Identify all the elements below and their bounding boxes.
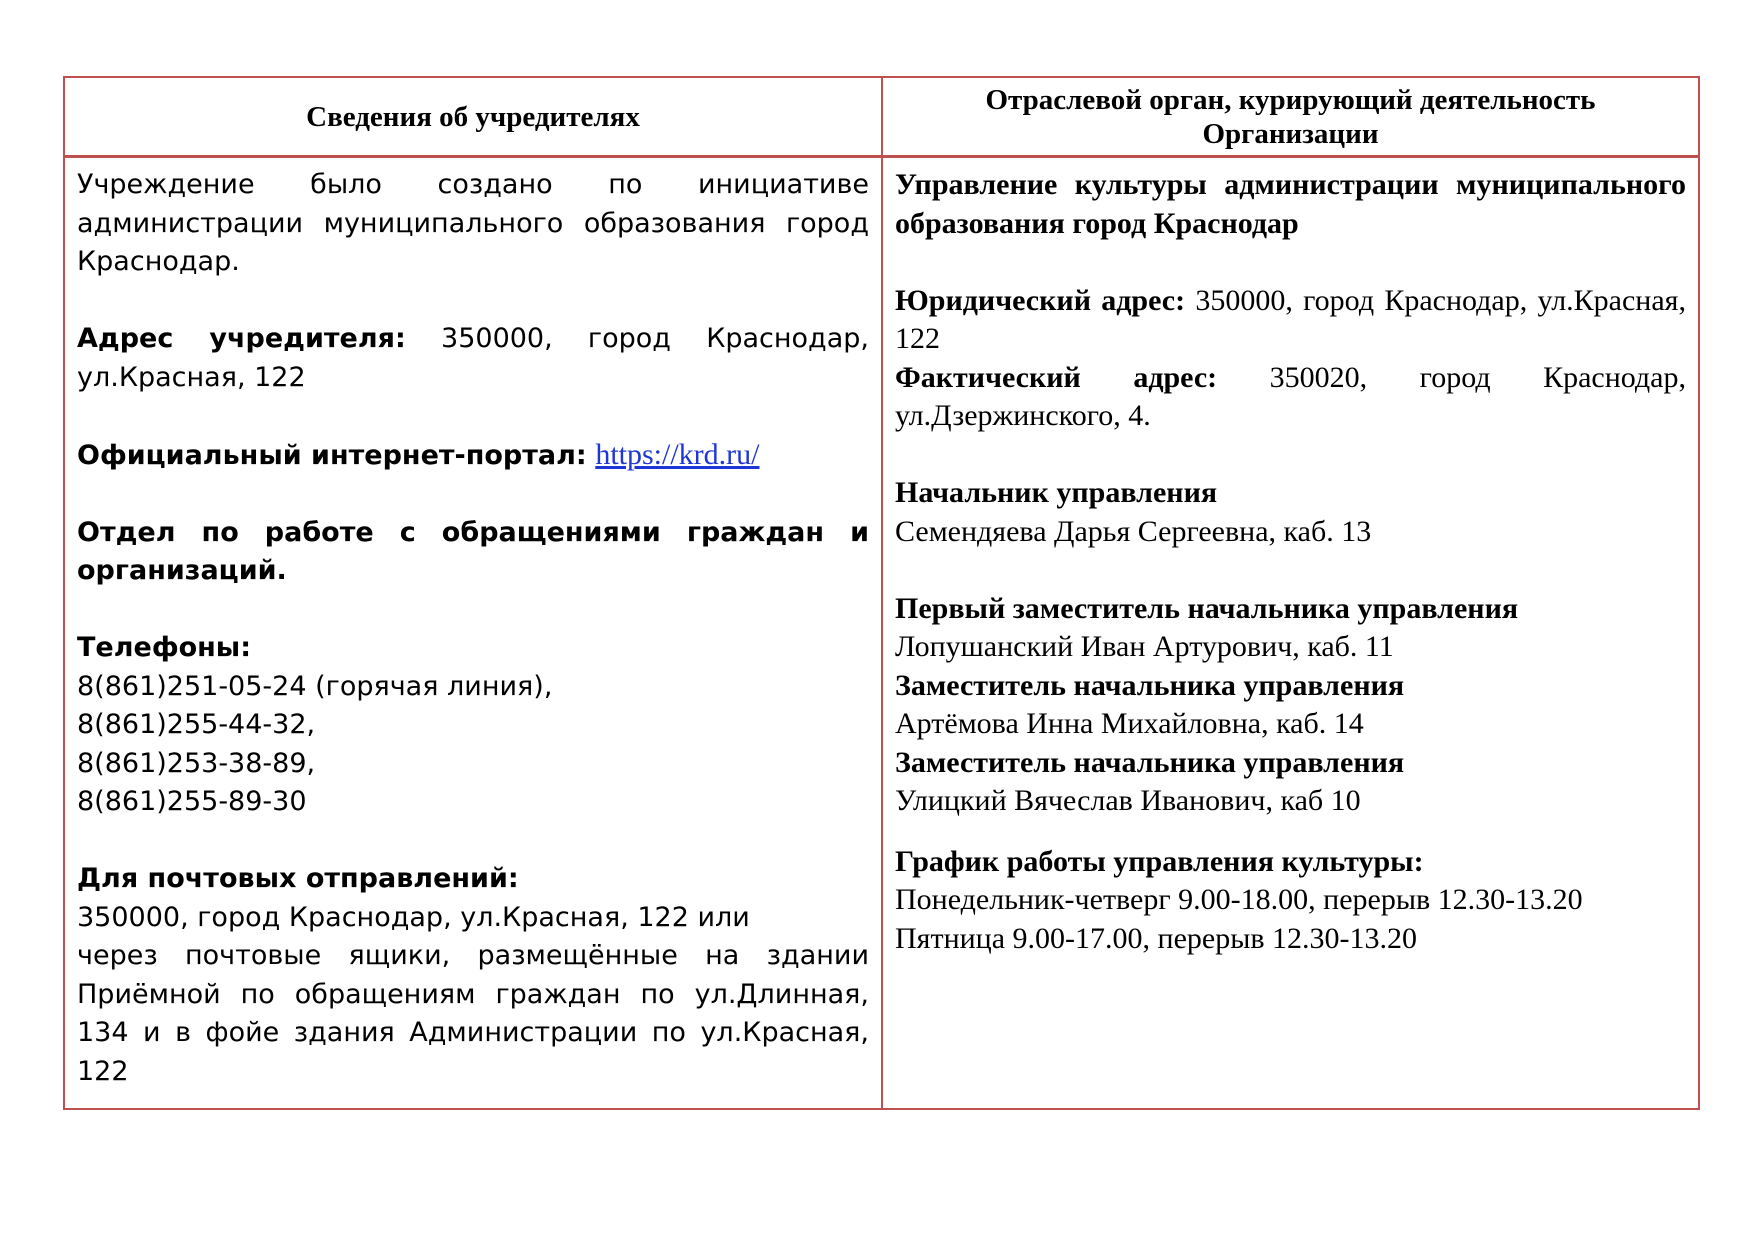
portal-label: Официальный интернет-портал: [77,439,587,471]
deputy-label: Заместитель начальника управления [895,668,1405,702]
actual-address-value: 350020, город Краснодар, ул.Дзержинского, 4. [895,360,1686,432]
deputy-name: Артёмова Инна Михайловна, каб. 14 [895,707,1364,740]
mail-line: 350000, город Краснодар, ул.Красная, 122 или [77,901,750,933]
header-cell-founders [65,78,883,155]
authority-heading: Отраслевой орган, курирующий деятельность Организации [985,83,1596,150]
schedule-label: График работы управления культуры: [895,844,1424,878]
head-name: Семендяева Дарья Сергеевна, каб. 13 [895,514,1372,548]
authority-cell [883,158,1698,1108]
portal-line [77,436,869,476]
founder-address [77,320,869,397]
legal-address-value: 350000, город Краснодар, ул.Красная, 122 [895,283,1686,355]
founders-heading: Сведения об учредителях [306,100,640,133]
phone-line: 8(861)253-38-89, [77,747,316,779]
actual-address [895,359,1686,436]
first-deputy-name: Лопушанский Иван Артурович, каб. 11 [895,630,1394,663]
schedule-line: Понедельник-четверг 9.00-18.00, перерыв 12.30-13.20 [895,883,1583,916]
legal-address [895,282,1686,359]
head-label: Начальник управления [895,476,1218,509]
legal-address-label: Юридический адрес: [895,283,1186,317]
actual-address-label: Фактический адрес: [895,360,1218,394]
org-name: Управление культуры администрации муниципального образования город Краснодар [895,168,1686,240]
phone-line: 8(861)255-89-30 [77,786,307,817]
schedule-line: Пятница 9.00-17.00, перерыв 12.30-13.20 [895,921,1418,955]
founder-address-label: Адрес учредителя: [77,323,406,354]
mail-label: Для почтовых отправлений: [77,863,519,894]
table-body-row [65,158,1698,1108]
founder-address-value: 350000, город Краснодар, ул.Красная, 122 [77,323,869,393]
info-table [63,76,1700,1110]
first-deputy-label: Первый заместитель начальника управления [895,591,1519,625]
deputy-name: Улицкий Вячеслав Иванович, каб 10 [895,784,1361,817]
phone-line: 8(861)251-05-24 (горячая линия), [77,670,553,702]
phone-line: 8(861)255-44-32, [77,709,316,740]
founders-intro: Учреждение было создано по инициативе администрации муниципального образования город Краснодар. [77,169,869,277]
department-title: Отдел по работе с обращениями граждан и организаций. [77,516,869,586]
header-cell-authority [883,78,1698,155]
deputy-label: Заместитель начальника управления [895,745,1405,779]
phones-label: Телефоны: [77,632,252,663]
table-header-row [65,78,1698,158]
portal-link[interactable]: https://krd.ru/ [595,437,760,471]
founders-cell [65,158,883,1108]
mail-details: через почтовые ящики, размещённые на здании Приёмной по обращениям граждан по ул.Длинная, 134 и в фойе здания Администрации по ул.Красная, 122 [77,940,869,1087]
